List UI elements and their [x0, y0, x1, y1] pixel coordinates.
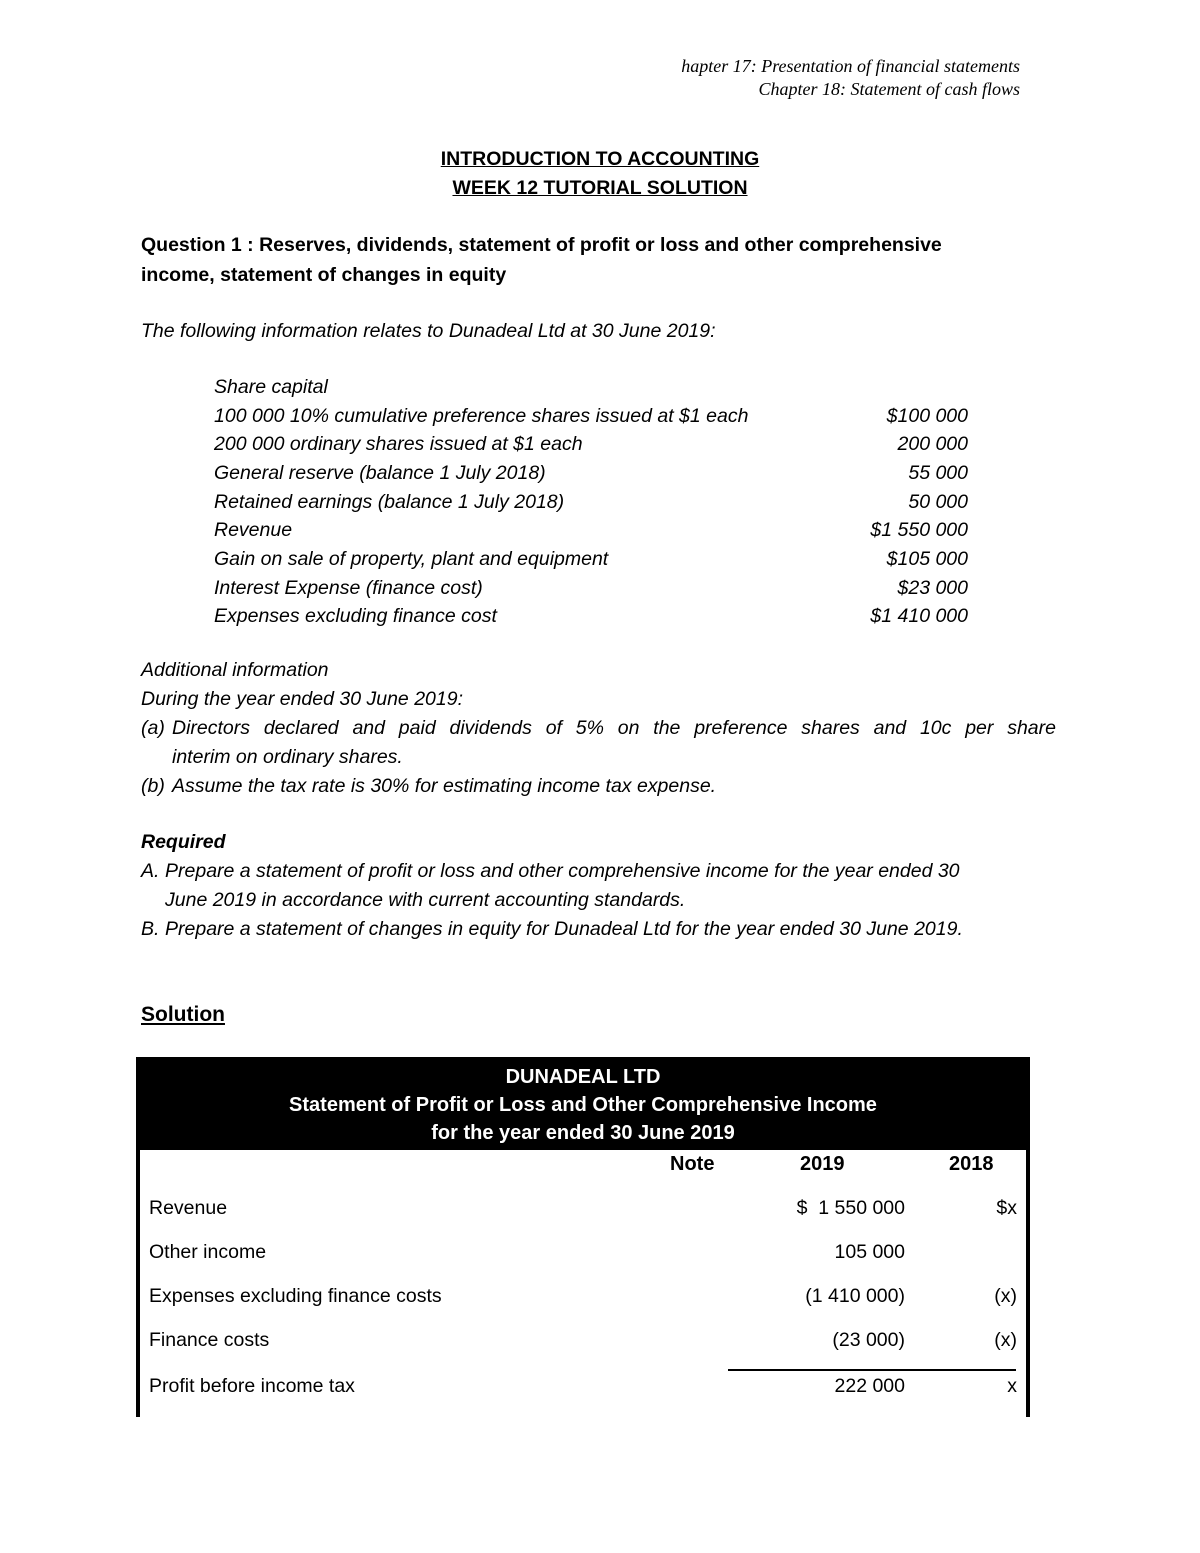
info-item-value: 50 000: [908, 491, 968, 513]
running-header-line1: hapter 17: Presentation of financial statements: [681, 56, 1020, 76]
question-heading-line2: income, statement of changes in equity: [141, 264, 507, 286]
table-row-label: Profit before income tax: [149, 1375, 355, 1397]
item-b-marker: (b): [141, 775, 165, 797]
column-header-2019: 2019: [800, 1153, 845, 1175]
company-name: DUNADEAL LTD: [505, 1066, 661, 1088]
item-a-line1: Directors declared and paid dividends of 5% on the preference shares and 10c per share: [172, 717, 1056, 739]
column-header-2018: 2018: [949, 1153, 994, 1175]
table-row-value-2018: (x): [994, 1285, 1017, 1307]
table-row-value-2019: 222 000: [834, 1375, 905, 1397]
statement-title: Statement of Profit or Loss and Other Comprehensive Income: [289, 1094, 877, 1116]
table-row-label: Other income: [149, 1241, 267, 1263]
info-item-label: 100 000 10% cumulative preference shares issued at $1 each: [214, 405, 749, 427]
table-row-label: Revenue: [149, 1197, 228, 1219]
question-intro: The following information relates to Dunadeal Ltd at 30 June 2019:: [141, 320, 716, 342]
profit-loss-statement-table: [136, 1057, 1030, 1417]
table-row-value-2018: $x: [996, 1197, 1017, 1219]
info-item-label: Revenue: [214, 519, 293, 541]
table-row-value-2019: (23 000): [832, 1329, 905, 1351]
required-a-marker: A.: [141, 860, 160, 882]
required-a-line1: Prepare a statement of profit or loss and other comprehensive income for the year ended 30: [165, 860, 960, 882]
table-row-value-2019: $ 1 550 000: [796, 1197, 905, 1219]
table-row-value-2018: (x): [994, 1329, 1017, 1351]
info-item-label: Expenses excluding finance cost: [214, 605, 497, 627]
info-item-label: Share capital: [214, 376, 328, 398]
required-b-text: Prepare a statement of changes in equity for Dunadeal Ltd for the year ended 30 June 2019.: [165, 918, 963, 940]
document-subtitle: WEEK 12 TUTORIAL SOLUTION: [452, 177, 748, 199]
info-item-value: 200 000: [897, 433, 968, 455]
info-item-label: General reserve (balance 1 July 2018): [214, 462, 546, 484]
table-left-border: [136, 1150, 140, 1417]
info-item-label: Gain on sale of property, plant and equipment: [214, 548, 609, 570]
item-a-marker: (a): [141, 717, 165, 739]
table-row-value-2019: 105 000: [834, 1241, 905, 1263]
table-row-label: Expenses excluding finance costs: [149, 1285, 442, 1307]
statement-period: for the year ended 30 June 2019: [431, 1122, 735, 1144]
info-item-value: $1 410 000: [870, 605, 968, 627]
info-item-label: 200 000 ordinary shares issued at $1 each: [214, 433, 583, 455]
column-header-note: Note: [670, 1153, 715, 1175]
item-a-line2: interim on ordinary shares.: [172, 746, 403, 768]
info-item-value: $105 000: [886, 548, 968, 570]
table-row-label: Finance costs: [149, 1329, 270, 1351]
info-item-value: $100 000: [886, 405, 968, 427]
info-item-value: $23 000: [897, 577, 968, 599]
table-header-band: [136, 1057, 1030, 1150]
solution-heading: Solution: [141, 1003, 225, 1026]
table-row-value-2019: (1 410 000): [805, 1285, 905, 1307]
info-item-value: 55 000: [908, 462, 968, 484]
info-item-value: $1 550 000: [870, 519, 968, 541]
question-heading-line1: Question 1 : Reserves, dividends, statement of profit or loss and other comprehensive: [141, 234, 942, 256]
additional-info-title: Additional information: [141, 659, 329, 681]
subtotal-rule: [728, 1369, 1016, 1371]
info-item-label: Interest Expense (finance cost): [214, 577, 483, 599]
required-a-line2: June 2019 in accordance with current accounting standards.: [165, 889, 686, 911]
table-right-border: [1026, 1150, 1030, 1417]
document-title: INTRODUCTION TO ACCOUNTING: [440, 148, 760, 170]
table-row-value-2018: x: [1007, 1375, 1017, 1397]
running-header-line2: Chapter 18: Statement of cash flows: [758, 79, 1020, 99]
item-b-text: Assume the tax rate is 30% for estimating income tax expense.: [172, 775, 717, 797]
required-title: Required: [141, 831, 226, 853]
required-b-marker: B.: [141, 918, 160, 940]
info-item-label: Retained earnings (balance 1 July 2018): [214, 491, 565, 513]
additional-info-intro: During the year ended 30 June 2019:: [141, 688, 463, 710]
